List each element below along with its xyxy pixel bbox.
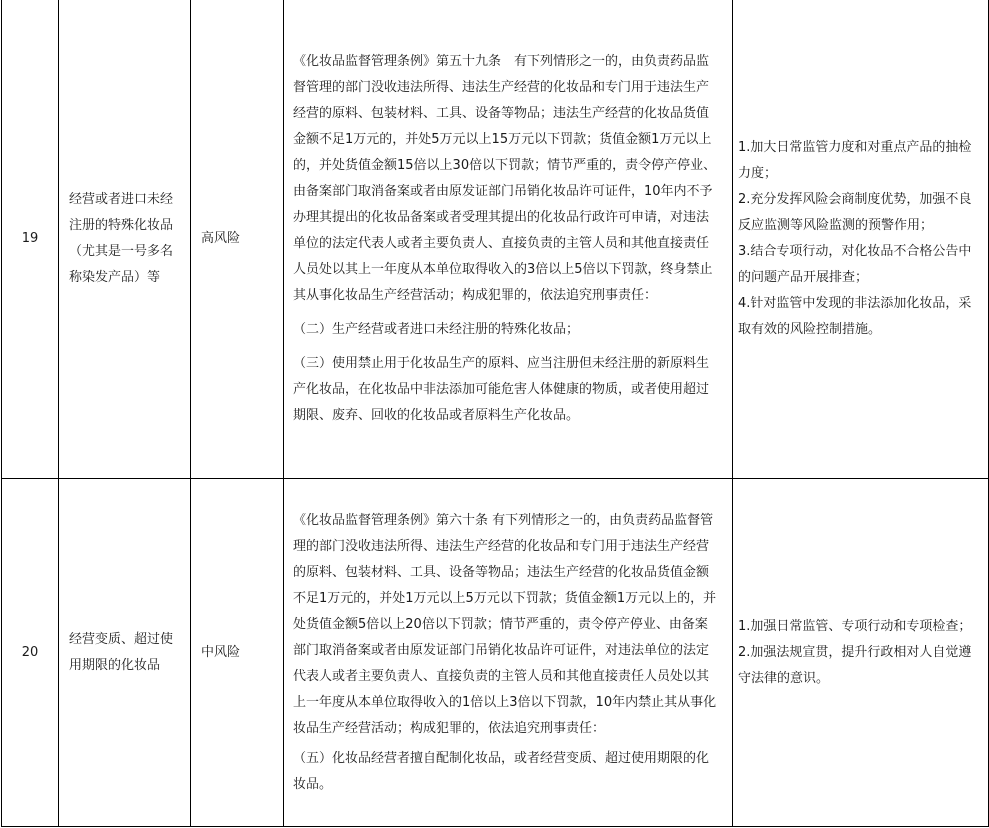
control-measure-item: 2.加强法规宣贯，提升行政相对人自觉遵守法律的意识。: [738, 644, 972, 686]
row-number-cell: 19: [2, 0, 59, 479]
risk-level-cell: 高风险: [191, 0, 284, 479]
table-row: [2, 0, 989, 479]
row-number-cell: 20: [2, 479, 59, 827]
control-measures-cell: [733, 479, 989, 827]
legal-basis-cell: [284, 0, 733, 479]
legal-basis-clause: （三）使用禁止用于化妆品生产的原料、应当注册但未经注册的新原料生产化妆品，在化妆品中非法添加可能危害人体健康的物质，或者使用超过期限、废弃、回收的化妆品或者原料生产化妆品。: [293, 356, 710, 423]
risk-level-cell: 中风险: [191, 479, 284, 827]
risk-table: [1, 0, 989, 827]
control-measures-cell: [733, 0, 989, 479]
legal-basis-main-text: 《化妆品监督管理条例》第五十九条 有下列情形之一的，由负责药品监督管理的部门没收违法所得、违法生产经营的化妆品和专门用于违法生产经营的原料、包装材料、工具、设备等物品；违法生产经营的化妆品货值金额不足1万元的，并处5万元以上15万元以下罚款；货值金额1万元以上的，并处货值金额15倍以上30倍以下罚款；情节严重的，责令停产停业、由备案部门取消备案或者由原发证部门吊销化妆品许可证件，10年内不予办理其提出的化妆品备案或者受理其提出的化妆品行政许可申请，对违法单位的法定代表人或者主要负责人、直接负责的主管人员和其他直接责任人员处以其上一年度从本单位取得收入的3倍以上5倍以下罚款，终身禁止其从事化妆品生产经营活动；构成犯罪的，依法追究刑事责任：: [293, 54, 717, 303]
legal-basis-clause: （五）化妆品经营者擅自配制化妆品，或者经营变质、超过使用期限的化妆品。: [293, 750, 710, 792]
risk-item-cell: 经营变质、超过使用期限的化妆品: [59, 479, 191, 827]
control-measure-item: 2.充分发挥风险会商制度优势，加强不良反应监测等风险监测的预警作用；: [738, 192, 972, 233]
table-row: [2, 479, 989, 827]
control-measure-item: 4.针对监管中发现的非法添加化妆品，采取有效的风险控制措施。: [738, 296, 972, 337]
risk-item-cell: 经营或者进口未经注册的特殊化妆品（尤其是一号多名称染发产品）等: [59, 0, 191, 479]
legal-basis-main-text: 《化妆品监督管理条例》第六十条 有下列情形之一的，由负责药品监督管理的部门没收违法所得、违法生产经营的化妆品和专门用于违法生产经营的原料、包装材料、工具、设备等物品；违法生产经营的化妆品货值金额不足1万元的，并处1万元以上5万元以下罚款；货值金额1万元以上的，并处货值金额5倍以上20倍以下罚款；情节严重的，责令停产停业、由备案部门取消备案或者由原发证部门吊销化妆品许可证件，对违法单位的法定代表人或者主要负责人、直接负责的主管人员和其他直接责任人员处以其上一年度从本单位取得收入的1倍以上3倍以下罚款，10年内禁止其从事化妆品生产经营活动；构成犯罪的，依法追究刑事责任：: [293, 512, 717, 736]
control-measure-item: 3.结合专项行动，对化妆品不合格公告中的问题产品开展排查；: [738, 244, 972, 285]
control-measure-item: 1.加强日常监管、专项行动和专项检查；: [738, 618, 972, 634]
control-measure-item: 1.加大日常监管力度和对重点产品的抽检力度；: [738, 140, 972, 181]
legal-basis-cell: [284, 479, 733, 827]
legal-basis-clause: （二）生产经营或者进口未经注册的特殊化妆品；: [293, 322, 580, 337]
